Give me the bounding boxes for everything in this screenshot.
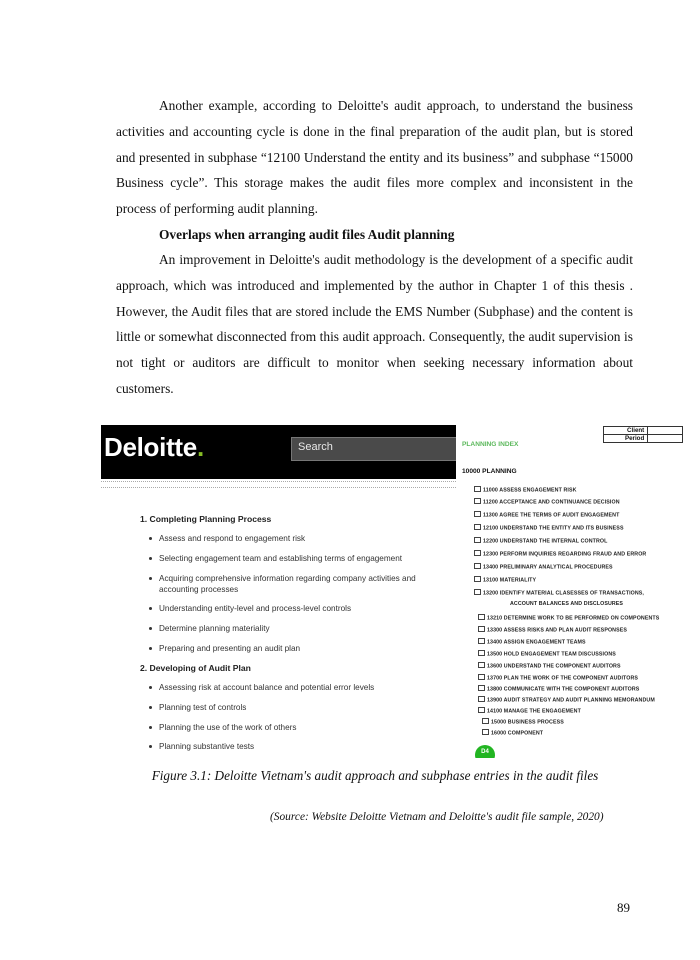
index-entry-continuation: ACCOUNT BALANCES AND DISCLOSURES <box>510 601 624 607</box>
period-value <box>648 435 683 443</box>
section-title-2: 2. Developing of Audit Plan <box>140 663 251 673</box>
checkbox-icon <box>478 662 485 668</box>
paragraph-1: Another example, according to Deloitte's audit approach, to understand the business activities and accounting cycle is done in the final preparation of the audit plan, but is stored and presented in subphase “12100 Understand the entity and its business” and subphase “15000 Business cycle”. This storage makes the audit files more complex and inconsistent in the process of performing audit planning. <box>116 98 633 217</box>
checkbox-icon <box>474 498 481 504</box>
client-value <box>648 427 683 435</box>
section-heading: Overlaps when arranging audit files Audit planning <box>159 227 455 242</box>
client-label: Client <box>604 427 648 435</box>
checkbox-icon <box>474 486 481 492</box>
checkbox-icon <box>474 524 481 530</box>
index-entry: 13400 PRELIMINARY ANALYTICAL PROCEDURES <box>474 563 613 571</box>
checkbox-icon <box>474 537 481 543</box>
checkbox-icon <box>478 685 485 691</box>
checkbox-icon <box>478 696 485 702</box>
index-entry: 11300 AGREE THE TERMS OF AUDIT ENGAGEMENT <box>474 511 619 519</box>
index-entry: 13400 ASSIGN ENGAGEMENT TEAMS <box>478 638 586 646</box>
index-entry: 13800 COMMUNICATE WITH THE COMPONENT AUDITORS <box>478 685 639 693</box>
index-entry: 13300 ASSESS RISKS AND PLAN AUDIT RESPONSES <box>478 626 627 634</box>
bullet-item: Planning substantive tests <box>159 742 449 753</box>
figure-deloitte-approach <box>101 425 456 757</box>
d4-badge: D4 <box>475 745 495 758</box>
checkbox-icon <box>478 626 485 632</box>
index-entry: 13210 DETERMINE WORK TO BE PERFORMED ON COMPONENTS <box>478 614 659 622</box>
checkbox-icon <box>474 589 481 595</box>
bullet-item: Planning test of controls <box>159 703 449 714</box>
bullet-item: Preparing and presenting an audit plan <box>159 644 449 655</box>
checkbox-icon <box>474 511 481 517</box>
bullet-item: Understanding entity-level and process-level controls <box>159 604 449 615</box>
bullet-item: Selecting engagement team and establishing terms of engagement <box>159 554 449 565</box>
paragraph-2: An improvement in Deloitte's audit methodology is the development of a specific audit approach, which was introduced and implemented by the author in Chapter 1 of this thesis . However, the Audit files that are stored include the EMS Number (Subphase) and the content is little or somewhat disconnected from this audit approach. Consequently, the audit supervision is not tight or auditors are difficult to monitor when seeking necessary information about customers. <box>116 252 633 396</box>
bullet-item: Planning the use of the work of others <box>159 723 449 734</box>
index-entry: 11200 ACCEPTANCE AND CONTINUANCE DECISION <box>474 498 620 506</box>
checkbox-icon <box>482 729 489 735</box>
index-entry: 12300 PERFORM INQUIRIES REGARDING FRAUD AND ERROR <box>474 550 646 558</box>
search-label: Search <box>298 441 333 453</box>
index-entry: 13100 MATERIALITY <box>474 576 536 584</box>
index-entry: 12100 UNDERSTAND THE ENTITY AND ITS BUSINESS <box>474 524 624 532</box>
bullet-item: Determine planning materiality <box>159 624 449 635</box>
checkbox-icon <box>474 576 481 582</box>
planning-main-entry: 10000 PLANNING <box>462 468 517 475</box>
index-entry: 13200 IDENTIFY MATERIAL CLASESSES OF TRANSACTIONS, <box>474 589 644 597</box>
page-number: 89 <box>617 900 630 915</box>
index-entry: 14100 MANAGE THE ENGAGEMENT <box>478 707 581 715</box>
period-label: Period <box>604 435 648 443</box>
bullet-item: Acquiring comprehensive information regarding company activities and accounting processes <box>159 574 449 595</box>
checkbox-icon <box>474 563 481 569</box>
divider <box>101 487 456 488</box>
checkbox-icon <box>478 707 485 713</box>
checkbox-icon <box>478 650 485 656</box>
bullet-item: Assess and respond to engagement risk <box>159 534 449 545</box>
bullet-item: Assessing risk at account balance and potential error levels <box>159 683 449 694</box>
checkbox-icon <box>478 638 485 644</box>
planning-index-title: PLANNING INDEX <box>462 441 519 448</box>
index-entry: 12200 UNDERSTAND THE INTERNAL CONTROL <box>474 537 607 545</box>
figure-planning-index <box>458 420 683 758</box>
index-entry: 13900 AUDIT STRATEGY AND AUDIT PLANNING MEMORANDUM <box>478 696 655 704</box>
client-period-table <box>603 426 683 443</box>
checkbox-icon <box>474 550 481 556</box>
figure-source: (Source: Website Deloitte Vietnam and Deloitte's audit file sample, 2020) <box>270 811 604 823</box>
index-entry: 16000 COMPONENT <box>482 729 543 737</box>
figure-caption: Figure 3.1: Deloitte Vietnam's audit approach and subphase entries in the audit files <box>151 768 599 783</box>
search-input[interactable] <box>291 437 456 461</box>
index-entry: 13500 HOLD ENGAGEMENT TEAM DISCUSSIONS <box>478 650 616 658</box>
checkbox-icon <box>478 614 485 620</box>
index-entry: 11000 ASSESS ENGAGEMENT RISK <box>474 486 577 494</box>
deloitte-logo: Deloitte. <box>104 432 204 462</box>
index-entry: 13700 PLAN THE WORK OF THE COMPONENT AUDITORS <box>478 674 638 682</box>
checkbox-icon <box>478 674 485 680</box>
index-entry: 13600 UNDERSTAND THE COMPONENT AUDITORS <box>478 662 621 670</box>
divider <box>101 481 456 482</box>
index-entry: 15000 BUSINESS PROCESS <box>482 718 564 726</box>
checkbox-icon <box>482 718 489 724</box>
section-title-1: 1. Completing Planning Process <box>140 514 272 524</box>
deloitte-header-bar <box>101 425 456 479</box>
